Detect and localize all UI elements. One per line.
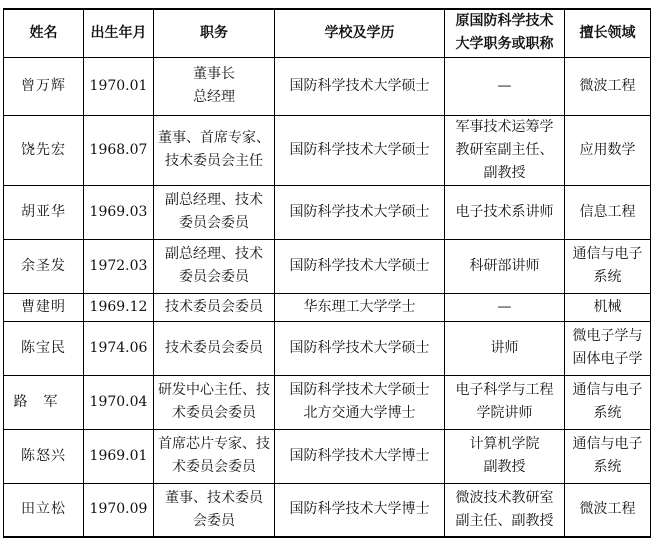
cell-name-text: 曹建明 (21, 298, 66, 315)
cell-field (565, 293, 651, 321)
cell-name-text: 余圣发 (21, 257, 66, 274)
cell-position (154, 293, 275, 321)
table-row (4, 483, 651, 537)
cell-position-text: 首席芯片专家、技 术委员会委员 (158, 436, 270, 475)
cell-birth (84, 375, 154, 429)
header-education: 学校及学历 (275, 9, 445, 57)
cell-position-text: 董事、技术委员 会委员 (165, 489, 263, 529)
cell-position (154, 483, 275, 537)
staff-table (3, 8, 651, 538)
cell-birth-text: 1970.01 (89, 77, 148, 94)
cell-field (565, 375, 651, 429)
cell-field (565, 185, 651, 239)
cell-position (154, 185, 275, 239)
table-row (4, 375, 651, 429)
cell-education (275, 239, 445, 293)
cell-birth (84, 239, 154, 293)
header-former-title: 原国防科学技术 大学职务或职称 (445, 9, 565, 57)
cell-former-title-text: 科研部讲师 (469, 257, 540, 274)
cell-field (565, 483, 651, 537)
cell-position-text: 董事、首席专家、 技术委员会主任 (158, 130, 270, 169)
cell-field-text: 机械 (593, 298, 622, 315)
cell-field-text: 通信与电子 系统 (572, 436, 643, 475)
cell-position-text: 副总经理、技术 委员会委员 (165, 192, 263, 231)
cell-education (275, 185, 445, 239)
cell-former-title-text: 计算机学院 副教授 (469, 436, 540, 475)
cell-birth (84, 293, 154, 321)
cell-education-text: 国防科学技术大学博士 (289, 447, 430, 464)
cell-name-text: 陈宝民 (21, 339, 66, 356)
cell-former-title (445, 57, 565, 115)
cell-field (565, 429, 651, 483)
cell-position (154, 429, 275, 483)
cell-education-text: 国防科学技术大学硕士 北方交通大学博士 (289, 382, 430, 421)
cell-education (275, 293, 445, 321)
table-row (4, 185, 651, 239)
cell-birth (84, 185, 154, 239)
cell-name-text: 胡亚华 (21, 203, 66, 220)
cell-field (565, 115, 651, 185)
cell-education-text: 国防科学技术大学硕士 (289, 339, 430, 356)
cell-birth-text: 1970.09 (89, 501, 148, 518)
table-row (4, 115, 651, 185)
cell-education (275, 483, 445, 537)
cell-position-text: 技术委员会委员 (165, 298, 263, 315)
cell-birth (84, 57, 154, 115)
cell-birth-text: 1969.01 (89, 447, 148, 464)
cell-name-text: 田立松 (21, 501, 66, 518)
cell-field (565, 239, 651, 293)
cell-birth-text: 1974.06 (89, 339, 148, 356)
cell-former-title-text: — (497, 77, 512, 94)
cell-former-title (445, 483, 565, 537)
cell-field-text: 应用数学 (579, 141, 636, 158)
cell-birth-text: 1972.03 (89, 257, 148, 274)
cell-position (154, 375, 275, 429)
cell-former-title (445, 375, 565, 429)
cell-field-text: 微波工程 (579, 501, 636, 518)
cell-field-text: 通信与电子 系统 (572, 246, 643, 285)
cell-birth-text: 1969.03 (89, 203, 148, 220)
cell-former-title-text: 电子技术系讲师 (455, 203, 554, 220)
cell-birth (84, 429, 154, 483)
table-row (4, 57, 651, 115)
cell-former-title-text: 军事技术运筹学 教研室副主任、 副教授 (455, 118, 554, 181)
cell-position-text: 技术委员会委员 (165, 339, 263, 356)
table-row (4, 321, 651, 375)
cell-name-text: 路军 (13, 393, 74, 410)
cell-former-title (445, 429, 565, 483)
cell-birth (84, 115, 154, 185)
cell-field (565, 321, 651, 375)
cell-name (4, 483, 84, 537)
cell-education-text: 国防科学技术大学硕士 (289, 203, 430, 220)
cell-education-text: 国防科学技术大学博士 (289, 501, 430, 518)
cell-position-text: 副总经理、技术 委员会委员 (165, 246, 263, 285)
cell-field (565, 57, 651, 115)
cell-field-text: 通信与电子 系统 (572, 382, 643, 421)
cell-former-title-text: 讲师 (490, 339, 519, 356)
cell-name-text: 曾万辉 (21, 77, 66, 94)
table-row (4, 239, 651, 293)
cell-education-text: 国防科学技术大学硕士 (289, 141, 430, 158)
cell-former-title-text: 微波技术教研室 副主任、副教授 (455, 489, 554, 529)
cell-name (4, 185, 84, 239)
cell-former-title (445, 321, 565, 375)
cell-education (275, 57, 445, 115)
table-row (4, 293, 651, 321)
cell-position (154, 115, 275, 185)
cell-name (4, 293, 84, 321)
header-name: 姓名 (4, 9, 84, 57)
cell-former-title (445, 239, 565, 293)
cell-name-text: 饶先宏 (21, 141, 66, 158)
cell-name (4, 57, 84, 115)
cell-former-title (445, 115, 565, 185)
table-row (4, 429, 651, 483)
cell-field-text: 信息工程 (579, 203, 636, 220)
header-row (4, 9, 651, 57)
header-position: 职务 (154, 9, 275, 57)
header-birth: 出生年月 (84, 9, 154, 57)
cell-birth-text: 1970.04 (89, 393, 148, 410)
cell-name (4, 239, 84, 293)
cell-position-text: 董事长 总经理 (193, 66, 235, 105)
cell-education (275, 321, 445, 375)
cell-former-title-text: — (497, 298, 512, 315)
cell-education (275, 429, 445, 483)
cell-former-title-text: 电子科学与工程 学院讲师 (455, 382, 554, 421)
cell-former-title (445, 185, 565, 239)
cell-position (154, 321, 275, 375)
cell-name (4, 115, 84, 185)
cell-birth (84, 321, 154, 375)
cell-position (154, 239, 275, 293)
cell-position-text: 研发中心主任、技 术委员会委员 (158, 382, 270, 421)
cell-birth (84, 483, 154, 537)
cell-field-text: 微电子学与 固体电子学 (572, 328, 643, 367)
cell-name-text: 陈怒兴 (21, 447, 66, 464)
cell-education (275, 375, 445, 429)
cell-field-text: 微波工程 (579, 77, 636, 94)
cell-former-title (445, 293, 565, 321)
cell-name (4, 429, 84, 483)
cell-position (154, 57, 275, 115)
cell-birth-text: 1968.07 (89, 141, 148, 158)
cell-education-text: 华东理工大学学士 (303, 298, 416, 315)
cell-education-text: 国防科学技术大学硕士 (289, 77, 430, 94)
cell-education (275, 115, 445, 185)
header-field: 擅长领域 (565, 9, 651, 57)
cell-education-text: 国防科学技术大学硕士 (289, 257, 430, 274)
cell-name (4, 375, 84, 429)
cell-name (4, 321, 84, 375)
cell-birth-text: 1969.12 (89, 298, 148, 315)
